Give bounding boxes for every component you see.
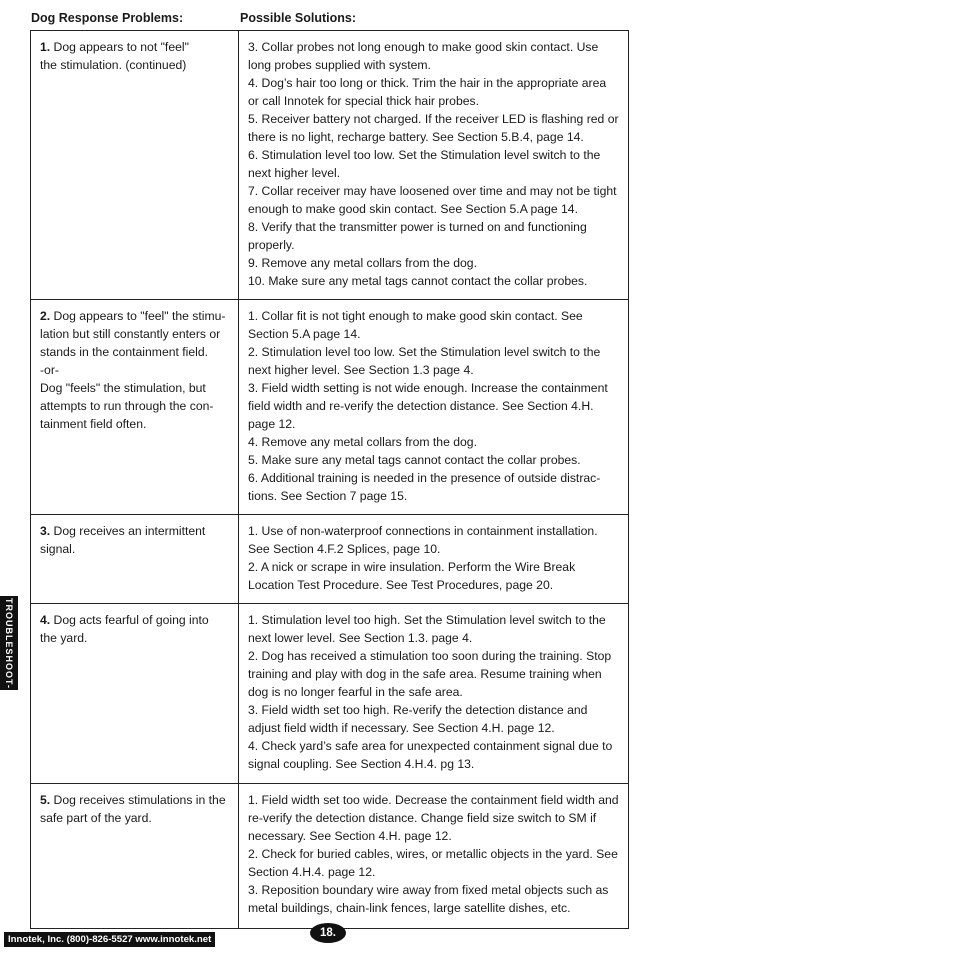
solution-item: 2. Dog has received a stimulation too soon during the training. Stop training and play with dog in the safe area. Resume training when dog is no longer fearful in the safe area. <box>248 649 612 699</box>
solution-item: 1. Collar fit is not tight enough to make good skin contact. See Section 5.A page 14. <box>248 309 583 341</box>
solution-item: 10. Make sure any metal tags cannot contact the collar probes. <box>248 274 588 288</box>
problem-number: 4. <box>40 613 51 627</box>
solutions-column-header: Possible Solutions: <box>240 11 356 25</box>
table-row <box>31 515 629 604</box>
problem-line: the yard. <box>40 631 88 645</box>
problem-line: Dog receives stimulations in the <box>50 793 226 807</box>
solution-item: 7. Collar receiver may have loosened over time and may not be tight enough to make good skin contact. See Section 5.A page 14. <box>248 184 617 216</box>
solution-item: 1. Field width set too wide. Decrease the containment field width and re-verify the detection distance. Change field size switch to SM if necessary. See Section 4.H. page 12. <box>248 793 619 843</box>
problem-cell <box>31 31 239 300</box>
solution-item: 2. Stimulation level too low. Set the Stimulation level switch to the next higher level. See Section 1.3 page 4. <box>248 345 601 377</box>
problems-column-header: Dog Response Problems: <box>31 11 184 25</box>
solution-item: 1. Stimulation level too high. Set the Stimulation level switch to the next lower level. See Section 1.3. page 4. <box>248 613 606 645</box>
solution-item: 6. Additional training is needed in the presence of outside distrac-tions. See Section 7 page 15. <box>248 471 601 503</box>
problem-cell <box>31 784 239 929</box>
solution-item: 5. Make sure any metal tags cannot contact the collar probes. <box>248 453 581 467</box>
troubleshooting-table <box>30 30 629 929</box>
problem-line: Dog acts fearful of going into <box>50 613 209 627</box>
solution-item: 3. Reposition boundary wire away from fixed metal objects such as metal buildings, chain-link fences, large satellite dishes, etc. <box>248 883 609 915</box>
problem-line: attempts to run through the con- <box>40 399 214 413</box>
page-number-badge: 18. <box>310 923 346 943</box>
table-row <box>31 604 629 784</box>
problem-line: safe part of the yard. <box>40 811 152 825</box>
problem-line: stands in the containment field. <box>40 345 209 359</box>
solution-item: 4. Dog’s hair too long or thick. Trim the hair in the appropriate area or call Innotek for special thick hair probes. <box>248 76 607 108</box>
problem-line: signal. <box>40 542 76 556</box>
problem-line: -or- <box>40 363 59 377</box>
table-row <box>31 784 629 929</box>
solutions-cell <box>239 31 629 300</box>
solution-item: 6. Stimulation level too low. Set the Stimulation level switch to the next higher level. <box>248 148 601 180</box>
solution-item: 4. Remove any metal collars from the dog. <box>248 435 477 449</box>
problem-number: 3. <box>40 524 51 538</box>
solution-item: 9. Remove any metal collars from the dog. <box>248 256 477 270</box>
solutions-cell <box>239 604 629 784</box>
solutions-cell <box>239 300 629 515</box>
solution-item: 5. Receiver battery not charged. If the receiver LED is flashing red or there is no light, recharge battery. See Section 5.B.4, page 14. <box>248 112 619 144</box>
solution-item: 3. Field width set too high. Re-verify the detection distance and adjust field width if necessary. See Section 4.H. page 12. <box>248 703 588 735</box>
solution-item: 8. Verify that the transmitter power is turned on and functioning properly. <box>248 220 587 252</box>
solution-item: 3. Field width setting is not wide enough. Increase the containment field width and re-verify the detection distance. See Section 4.H. page 12. <box>248 381 608 431</box>
solution-item: 4. Check yard’s safe area for unexpected containment signal due to signal coupling. See Section 4.H.4. pg 13. <box>248 739 613 771</box>
problem-cell <box>31 515 239 604</box>
table-row <box>31 31 629 300</box>
problem-line: Dog "feels" the stimulation, but <box>40 381 206 395</box>
problem-line: Dog appears to not "feel" <box>50 40 189 54</box>
problem-line: the stimulation. (continued) <box>40 58 187 72</box>
problem-line: lation but still constantly enters or <box>40 327 221 341</box>
solutions-cell <box>239 515 629 604</box>
solution-item: 2. A nick or scrape in wire insulation. Perform the Wire Break Location Test Procedure. See Test Procedures, page 20. <box>248 560 576 592</box>
solutions-cell <box>239 784 629 929</box>
problem-line: Dog appears to "feel" the stimu- <box>50 309 226 323</box>
problem-number: 2. <box>40 309 51 323</box>
problem-line: Dog receives an intermittent <box>50 524 206 538</box>
solution-item: 3. Collar probes not long enough to make good skin contact. Use long probes supplied with system. <box>248 40 599 72</box>
problem-cell <box>31 300 239 515</box>
problem-line: tainment field often. <box>40 417 147 431</box>
problem-number: 5. <box>40 793 51 807</box>
solution-item: 1. Use of non-waterproof connections in containment installation. See Section 4.F.2 Splices, page 10. <box>248 524 598 556</box>
footer-company-info: Innotek, Inc. (800)-826-5527 www.innotek.net <box>4 932 215 947</box>
problem-number: 1. <box>40 40 51 54</box>
problem-cell <box>31 604 239 784</box>
table-row <box>31 300 629 515</box>
solution-item: 2. Check for buried cables, wires, or metallic objects in the yard. See Section 4.H.4. page 12. <box>248 847 618 879</box>
section-side-tab: TROUBLESHOOT- <box>0 596 18 690</box>
